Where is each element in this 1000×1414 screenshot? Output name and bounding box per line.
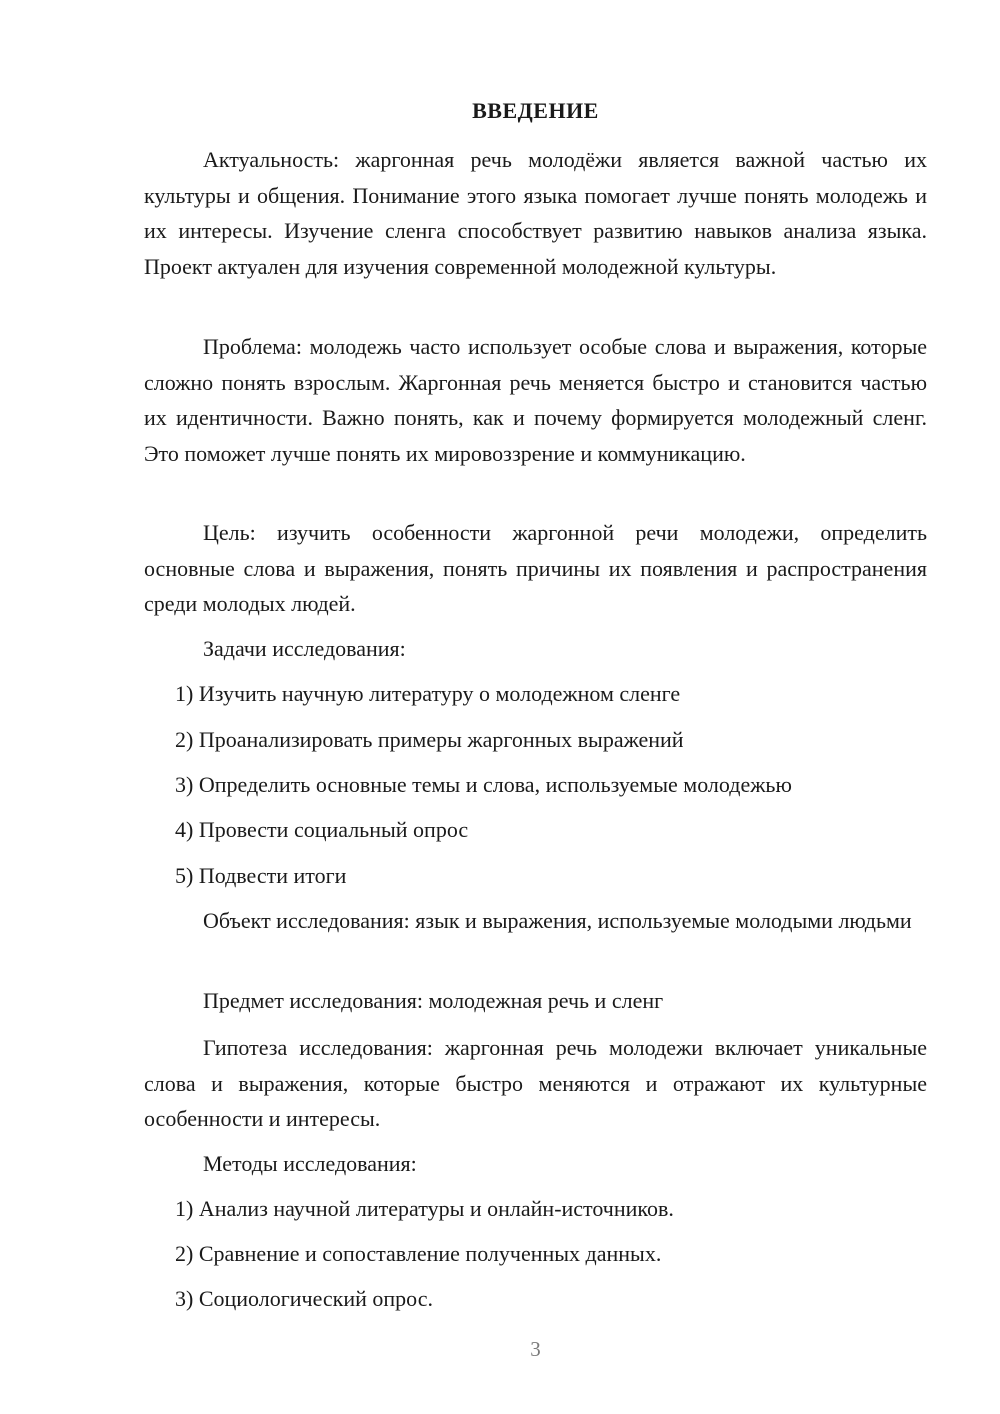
- paragraph-object: Объект исследования: язык и выражения, используемые молодыми людьми: [203, 908, 912, 933]
- paragraph-problem: Проблема: молодежь часто использует особые слова и выражения, которые сложно понять взрослым. Жаргонная речь меняется быстро и становится частью их идентичности. Важно понять, как и почему формируется молодежный сленг. Это поможет лучше понять их мировоззрение и коммуникацию.: [144, 334, 927, 466]
- subject-line: Предмет исследования: молодежная речь и сленг: [203, 988, 664, 1013]
- task-item: 2) Проанализировать примеры жаргонных выражений: [175, 727, 684, 752]
- method-item: 2) Сравнение и сопоставление полученных данных.: [175, 1241, 662, 1266]
- methods-label: Методы исследования:: [203, 1151, 417, 1176]
- task-item: 1) Изучить научную литературу о молодежном сленге: [175, 681, 681, 706]
- method-item: 1) Анализ научной литературы и онлайн-источников.: [175, 1196, 674, 1221]
- paragraph-relevance: Актуальность: жаргонная речь молодёжи является важной частью их культуры и общения. Понимание этого языка помогает лучше понять молодежь и их интересы. Изучение сленга способствует развитию навыков анализа языка. Проект актуален для изучения современной молодежной культуры.: [144, 147, 927, 279]
- task-item: 5) Подвести итоги: [175, 863, 347, 888]
- task-item: 4) Провести социальный опрос: [175, 817, 469, 842]
- method-item: 3) Социологический опрос.: [175, 1286, 433, 1311]
- paragraph-hypothesis: Гипотеза исследования: жаргонная речь молодежи включает уникальные слова и выражения, которые быстро меняются и отражают их культурные особенности и интересы.: [144, 1035, 927, 1131]
- page-title: ВВЕДЕНИЕ: [472, 98, 599, 123]
- tasks-label: Задачи исследования:: [203, 636, 406, 661]
- page-number: 3: [530, 1337, 541, 1361]
- task-item: 3) Определить основные темы и слова, используемые молодежью: [175, 772, 792, 797]
- paragraph-goal: Цель: изучить особенности жаргонной речи молодежи, определить основные слова и выражения, понять причины их появления и распространения среди молодых людей.: [144, 520, 927, 616]
